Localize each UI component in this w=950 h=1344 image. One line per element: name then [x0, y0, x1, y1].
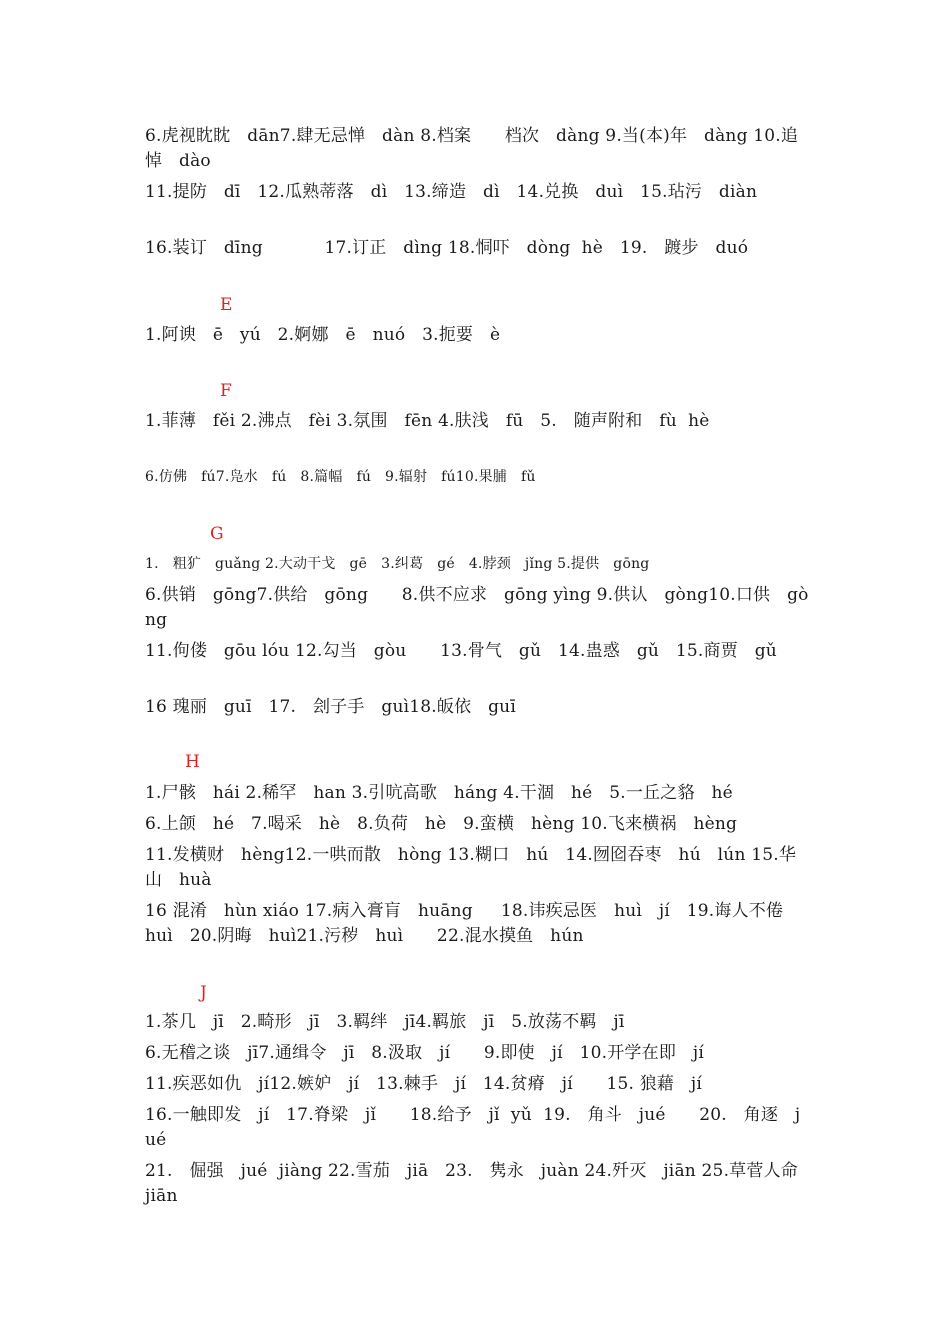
entry-line: 6.供销 gōng7.供给 gōng 8.供不应求 gōng yìng 9.供认 gòng10.口供 gòng [145, 585, 809, 630]
section-heading-e: E [220, 295, 233, 315]
entry-line: 6.虎视眈眈 dān7.肆无忌惮 dàn 8.档案 档次 dàng 9.当(本)年 dàng 10.追悼 dào [145, 126, 799, 171]
entry-line: 1.尸骸 hái 2.稀罕 han 3.引吭高歌 háng 4.干涸 hé 5.一丘之貉 hé [145, 783, 733, 803]
entry-line: 1. 粗犷 guǎng 2.大动干戈 gē 3.纠葛 gé 4.脖颈 jǐng 5.提供 gōng [145, 556, 650, 572]
entry-line: 16.装订 dīng 17.订正 dìng 18.恫吓 dòng hè 19. 踱步 duó [145, 238, 749, 258]
entry-line: 21. 倔强 jué jiàng 22.雪茄 jiā 23. 隽永 juàn 24.歼灭 jiān 25.草菅人命 jiān [145, 1161, 815, 1206]
entry-line: 6.仿佛 fú7.凫水 fú 8.篇幅 fú 9.辐射 fú10.果脯 fǔ [145, 469, 536, 485]
section-heading-j: J [200, 983, 207, 1003]
entry-line: 16 瑰丽 guī 17. 刽子手 guì18.皈依 guī [145, 697, 516, 717]
entry-line: 1.茶几 jī 2.畸形 jī 3.羁绊 jī4.羁旅 jī 5.放荡不羁 jī [145, 1012, 625, 1032]
entry-line: 16 混淆 hùn xiáo 17.病入膏肓 huāng 18.讳疾忌医 huì jí 19.诲人不倦 huì 20.阴晦 huì21.污秽 huì 22.混水摸鱼 hún [145, 901, 800, 946]
section-heading-h: H [185, 752, 200, 772]
entry-line: 1.阿谀 ē yú 2.婀娜 ē nuó 3.扼要 è [145, 325, 501, 345]
entry-line: 11.疾恶如仇 jí12.嫉妒 jí 13.棘手 jí 14.贫瘠 jí 15. 狼藉 jí [145, 1074, 703, 1094]
section-heading-g: G [210, 524, 224, 544]
entry-line: 6.上颌 hé 7.喝采 hè 8.负荷 hè 9.蛮横 hèng 10.飞来横祸 hèng [145, 814, 738, 834]
entry-line: 16.一触即发 jí 17.脊梁 jǐ 18.给予 jǐ yǔ 19. 角斗 jué 20. 角逐 jué [145, 1105, 801, 1150]
entry-line: 11.发横财 hèng12.一哄而散 hòng 13.糊口 hú 14.囫囵吞枣 hú lún 15.华山 huà [145, 845, 797, 890]
entry-line: 1.菲薄 fěi 2.沸点 fèi 3.氛围 fēn 4.肤浅 fū 5. 随声附和 fù hè [145, 411, 710, 431]
entry-line: 6.无稽之谈 jī7.通缉令 jī 8.汲取 jí 9.即使 jí 10.开学在即 jí [145, 1043, 704, 1063]
entry-line: 11.提防 dī 12.瓜熟蒂落 dì 13.缔造 dì 14.兑换 duì 15.玷污 diàn [145, 182, 758, 202]
entry-line: 11.佝偻 gōu lóu 12.勾当 gòu 13.骨气 gǔ 14.蛊惑 gǔ 15.商贾 gǔ [145, 641, 777, 661]
section-heading-f: F [220, 381, 232, 401]
